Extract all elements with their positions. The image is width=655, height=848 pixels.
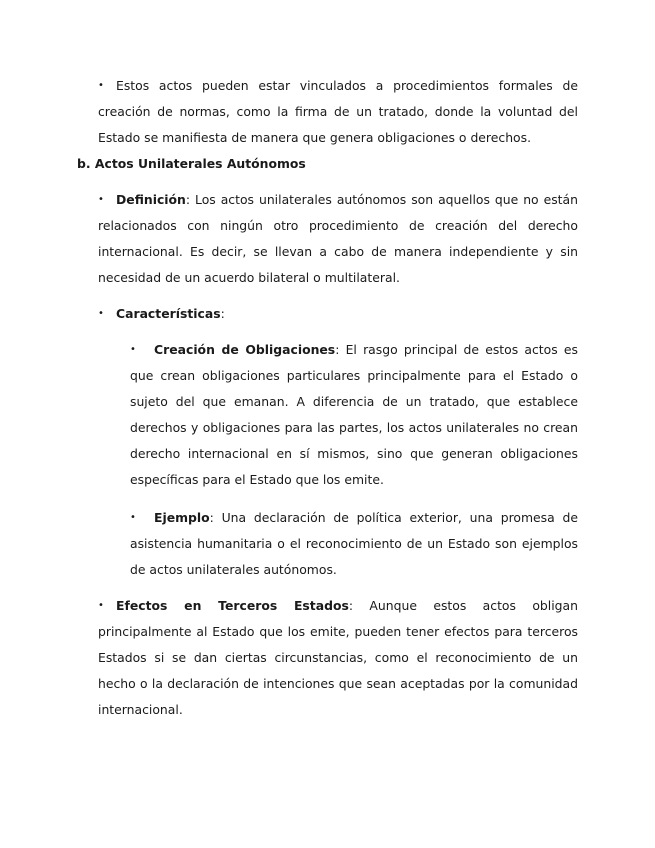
efectos-list-item [98,593,578,723]
bullet-icon: • [98,194,104,205]
creacion-list-item [130,337,578,493]
ejemplo-list-item [130,505,578,583]
definicion-label: Definición [116,192,186,207]
caracteristicas-label: Características [116,306,221,321]
section-heading: b. Actos Unilaterales Autónomos [77,156,306,171]
ejemplo-label: Ejemplo [154,510,210,525]
bullet-icon: • [130,344,136,355]
creacion-label: Creación de Obligaciones [154,342,336,357]
definicion-text: : Los actos unilaterales autónomos son aquellos que no están relacionados con ningún otro procedimiento de creación del derecho internacional. Es decir, se llevan a cabo de manera independiente y sin necesidad de un acuerdo bilateral o multilateral. [98,192,578,285]
intro-item-text: Estos actos pueden estar vinculados a procedimientos formales de creación de normas, como la firma de un tratado, donde la voluntad del Estado se manifiesta de manera que genera obligaciones o derechos. [98,78,578,145]
efectos-text: : Aunque estos actos obligan principalmente al Estado que los emite, pueden tener efectos para terceros Estados si se dan ciertas circunstancias, como el reconocimiento de un hecho o la declaración de intenciones que sean aceptadas por la comunidad internacional. [98,598,578,717]
bullet-icon: • [98,600,104,611]
definicion-list-item [98,187,578,291]
bullet-icon: • [130,512,136,523]
bullet-icon: • [98,308,104,319]
efectos-label: Efectos en Terceros Estados [116,598,349,613]
caracteristicas-suffix: : [220,306,225,321]
creacion-text: : El rasgo principal de estos actos es que crean obligaciones particulares principalmente para el Estado o sujeto del que emanan. A diferencia de un tratado, que establece derechos y obligaciones para las partes, los actos unilaterales no crean derecho internacional en sí mismos, sino que generan obligaciones específicas para el Estado que los emite. [130,342,578,487]
ejemplo-text: : Una declaración de política exterior, una promesa de asistencia humanitaria o el reconocimiento de un Estado son ejemplos de actos unilaterales autónomos. [130,510,578,577]
caracteristicas-list-item [98,301,578,327]
bullet-icon: • [98,80,104,91]
intro-list-item [98,73,578,151]
